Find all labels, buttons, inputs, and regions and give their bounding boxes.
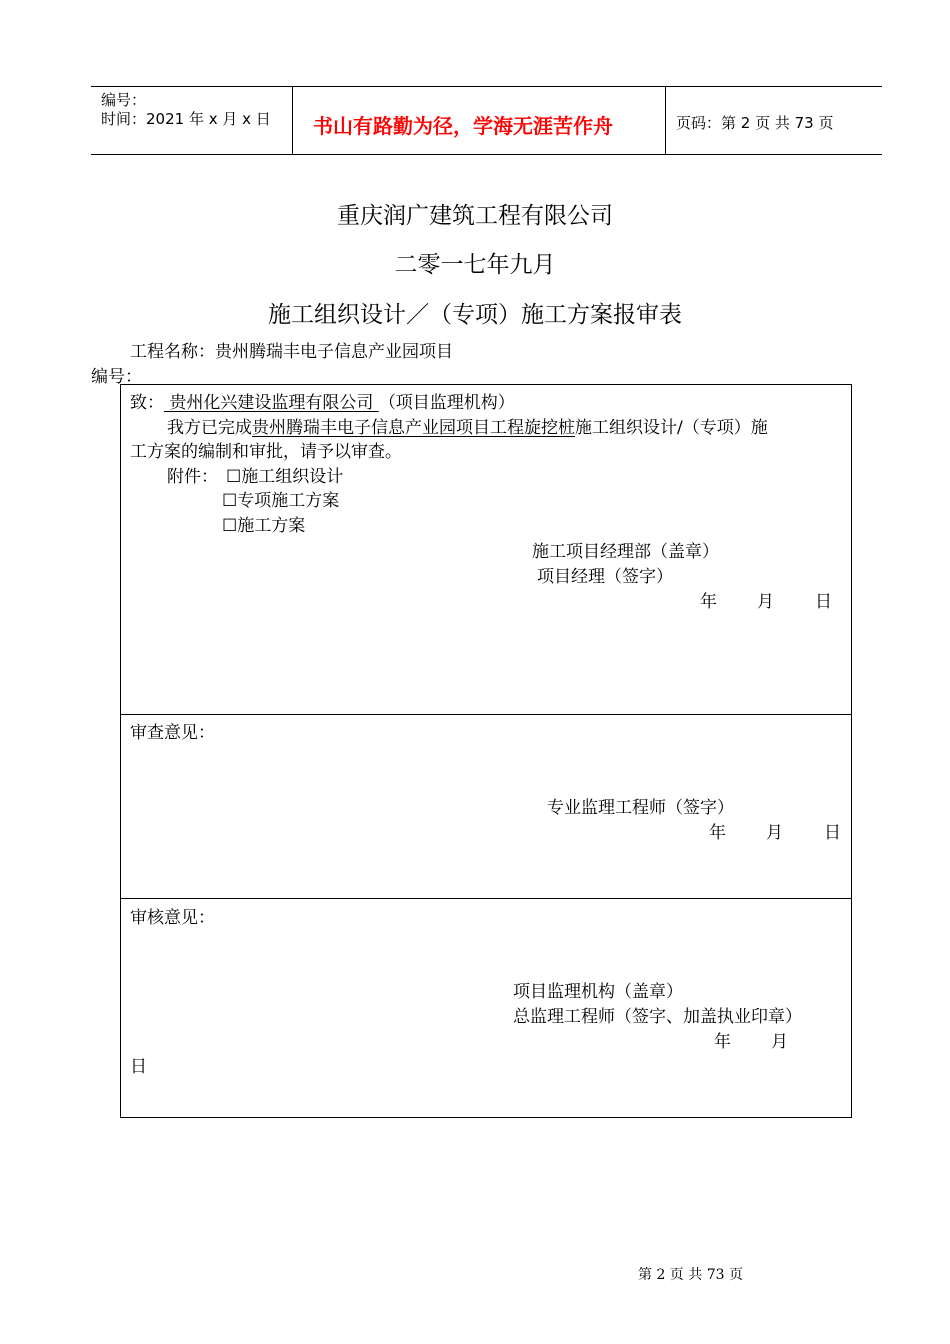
construction-dept-seal: 施工项目经理部（盖章） <box>532 542 719 562</box>
specialist-engineer-sign: 专业监理工程师（签字） <box>547 798 734 818</box>
submission-line-1 <box>167 413 768 438</box>
header-time: 时间：2021 年 x 月 x 日 <box>101 110 271 128</box>
attachment-plan: ☐施工方案 <box>222 516 306 536</box>
header-top-rule <box>91 86 882 87</box>
supervision-org-name: 贵州化兴建设监理有限公司 <box>164 393 379 413</box>
page-footer: 第 2 页 共 73 页 <box>638 1267 743 1283</box>
header-motto: 书山有路勤为径，学海无涯苦作舟 <box>313 114 613 138</box>
project-name: 工程名称：贵州腾瑞丰电子信息产业园项目 <box>130 342 453 362</box>
section3-date-year: 年 <box>714 1032 731 1052</box>
header-page-info: 页码：第 2 页 共 73 页 <box>676 114 834 132</box>
line1-pre: 我方已完成 <box>167 418 252 438</box>
section1-date-month: 月 <box>757 592 774 612</box>
project-manager-sign: 项目经理（签字） <box>537 567 673 587</box>
form-divider-2 <box>120 898 852 899</box>
section1-date-year: 年 <box>700 592 717 612</box>
review-opinion-label: 审查意见： <box>130 723 215 743</box>
line1-post: 施工组织设计/（专项）施 <box>575 418 768 438</box>
to-line <box>130 388 515 413</box>
audit-opinion-label: 审核意见： <box>130 908 215 928</box>
form-divider-1 <box>120 714 852 715</box>
header-divider-right <box>665 86 666 154</box>
chief-engineer-sign: 总监理工程师（签字、加盖执业印章） <box>513 1007 802 1027</box>
header-bottom-rule <box>91 154 882 155</box>
line1-project: 贵州腾瑞丰电子信息产业园项目工程旋挖桩 <box>252 418 575 438</box>
submission-line-2: 工方案的编制和审批，请予以审查。 <box>130 442 402 462</box>
section2-date-month: 月 <box>766 823 783 843</box>
supervision-org-seal: 项目监理机构（盖章） <box>513 982 683 1002</box>
section2-date-day: 日 <box>824 823 841 843</box>
section3-date-day: 日 <box>130 1057 147 1077</box>
form-title: 施工组织设计／（专项）施工方案报审表 <box>268 302 682 328</box>
attachment-org-design: ☐施工组织设计 <box>226 467 344 487</box>
company-title: 重庆润广建筑工程有限公司 <box>337 203 613 229</box>
project-number-label: 编号： <box>91 367 142 387</box>
section1-date-day: 日 <box>815 592 832 612</box>
section2-date-year: 年 <box>709 823 726 843</box>
date-title: 二零一七年九月 <box>394 252 556 278</box>
header-number-label: 编号： <box>101 91 147 109</box>
attachment-special-plan: ☐专项施工方案 <box>222 491 340 511</box>
to-suffix: （项目监理机构） <box>378 393 515 413</box>
header-divider-left <box>292 86 293 154</box>
attachment-label: 附件： <box>167 467 218 487</box>
section3-date-month: 月 <box>771 1032 788 1052</box>
to-prefix: 致： <box>130 393 164 413</box>
